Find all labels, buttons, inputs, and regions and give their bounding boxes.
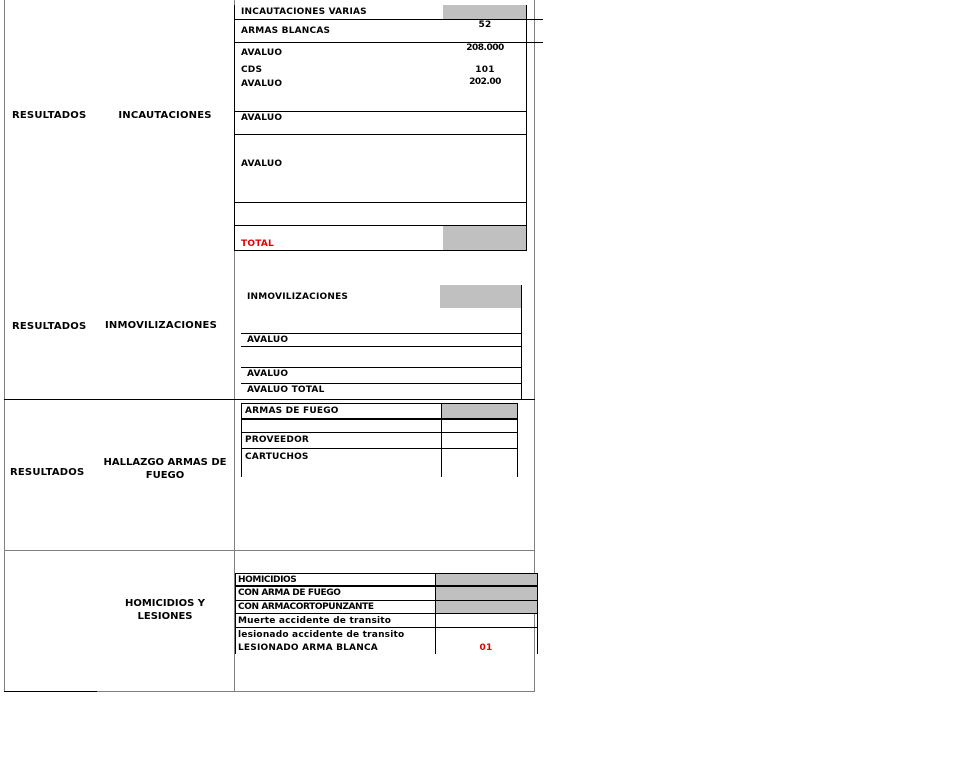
frame-left (4, 0, 5, 692)
row-label: AVALUO (241, 159, 283, 169)
gray-cell (441, 403, 517, 419)
cell-value: 101 (475, 65, 495, 75)
border (234, 250, 527, 251)
gray-cell (440, 285, 521, 308)
row-divider (4, 550, 535, 551)
border (234, 202, 527, 203)
section-title: INMOVILIZACIONES (105, 320, 217, 331)
row-label: CON ARMA DE FUEGO (238, 588, 341, 598)
border (235, 585, 538, 587)
cell-value: 208.000 (466, 43, 504, 53)
border (241, 403, 518, 404)
border (241, 403, 242, 477)
section-label: RESULTADOS (12, 321, 87, 332)
section-title: INCAUTACIONES (118, 110, 212, 121)
row-label: CON ARMACORTOPUNZANTE (238, 602, 374, 612)
gray-cell (443, 226, 526, 250)
row-label: AVALUO TOTAL (247, 385, 325, 395)
row-label: LESIONADO ARMA BLANCA (238, 643, 378, 653)
cell-value: 01 (479, 643, 493, 653)
row-divider (4, 399, 535, 400)
row-label: CDS (241, 65, 263, 75)
frame-bottom-accent (4, 691, 97, 692)
border (441, 403, 442, 477)
gray-cell (435, 573, 537, 613)
border (241, 367, 522, 368)
border (521, 285, 522, 399)
border (241, 432, 518, 433)
border (235, 627, 538, 628)
border (235, 600, 538, 601)
row-label: lesionado accidente de transito (238, 630, 405, 640)
header-label: INMOVILIZACIONES (247, 292, 349, 302)
section-title: HALLAZGO ARMAS DE FUEGO (103, 457, 227, 481)
row-label: AVALUO (247, 335, 289, 345)
border (234, 111, 527, 112)
section-label: RESULTADOS (10, 467, 85, 478)
border (517, 403, 518, 477)
row-label: AVALUO (241, 113, 283, 123)
border (241, 448, 518, 449)
border (241, 418, 518, 420)
cell-value: 52 (478, 20, 492, 30)
border (241, 333, 522, 334)
total-label: TOTAL (241, 239, 274, 249)
row-label: CARTUCHOS (245, 452, 309, 462)
gray-cell (443, 5, 526, 19)
border (235, 613, 538, 614)
header-label: ARMAS DE FUEGO (245, 406, 339, 416)
border (435, 573, 436, 654)
border (235, 573, 236, 654)
border (235, 573, 538, 574)
row-label: ARMAS BLANCAS (241, 26, 331, 36)
border (234, 134, 527, 135)
border (241, 383, 522, 384)
row-label: AVALUO (241, 79, 283, 89)
border (537, 573, 538, 654)
row-label: AVALUO (241, 48, 283, 58)
row-label: HOMICIDIOS (238, 575, 297, 585)
border (241, 346, 522, 347)
row-label: Muerte accidente de transito (238, 616, 392, 626)
border (234, 225, 527, 226)
section-title: HOMICIDIOS Y LESIONES (124, 598, 206, 622)
row-label: PROVEEDOR (245, 435, 310, 445)
cell-value: 202.00 (469, 77, 501, 87)
header-label: INCAUTACIONES VARIAS (241, 7, 367, 17)
section-label: RESULTADOS (12, 110, 87, 121)
row-label: AVALUO (247, 369, 289, 379)
